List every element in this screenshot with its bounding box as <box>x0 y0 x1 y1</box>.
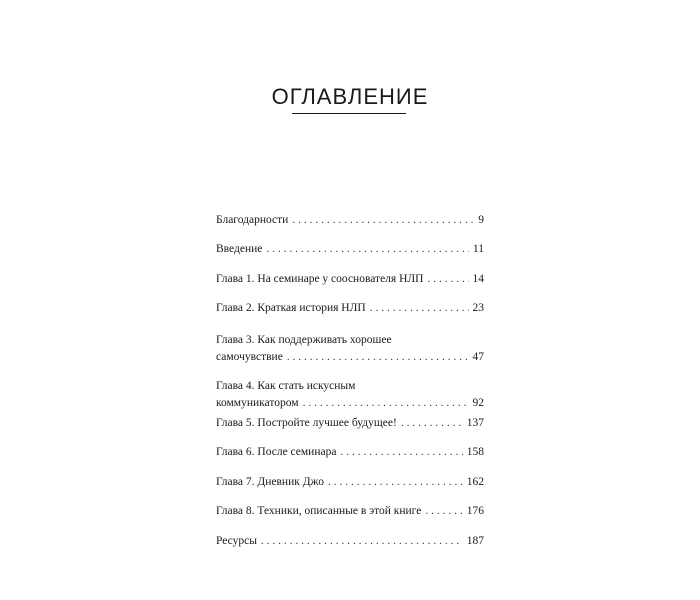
title-underline <box>292 113 406 114</box>
dot-leader <box>401 415 463 432</box>
toc-entry-chapter-3[interactable] <box>216 332 484 366</box>
toc-entry-chapter-2[interactable] <box>216 300 484 317</box>
toc-entry-title: Глава 7. Дневник Джо <box>216 476 324 488</box>
dot-leader <box>266 241 469 258</box>
toc-entry-title: коммуникатором <box>216 397 299 409</box>
toc-entry-page: 92 <box>472 397 484 409</box>
toc-entry-page: 47 <box>472 351 484 363</box>
toc-entry-title: Глава 6. После семинара <box>216 446 337 458</box>
toc-entry-title: Глава 2. Краткая история НЛП <box>216 302 366 314</box>
toc-entry-page: 14 <box>472 273 484 285</box>
toc-entry-chapter-5[interactable] <box>216 415 484 432</box>
toc-entry-title-line1: Глава 3. Как поддерживать хорошее <box>216 334 392 346</box>
toc-entry-title: Глава 5. Постройте лучшее будущее! <box>216 417 397 429</box>
toc-entry-chapter-6[interactable] <box>216 444 484 461</box>
toc-entry-introduction[interactable] <box>216 241 484 258</box>
dot-leader <box>292 212 474 229</box>
toc-entry-title: Глава 1. На семинаре у сооснователя НЛП <box>216 273 424 285</box>
toc-entry-title-line1: Глава 4. Как стать искусным <box>216 380 356 392</box>
toc-entry-resources[interactable] <box>216 533 484 550</box>
toc-entry-title: Глава 8. Техники, описанные в этой книге <box>216 505 422 517</box>
toc-entry-page: 162 <box>466 476 484 488</box>
page-title: ОГЛАВЛЕНИЕ <box>271 84 429 109</box>
toc-entry-chapter-8[interactable] <box>216 503 484 520</box>
toc-entry-title: Благодарности <box>216 214 289 226</box>
dot-leader <box>340 444 462 461</box>
dot-leader <box>303 395 469 412</box>
dot-leader <box>328 474 463 491</box>
toc-entry-page: 158 <box>466 446 484 458</box>
toc-entry-chapter-1[interactable] <box>216 271 484 288</box>
toc-entry-page: 11 <box>472 243 484 255</box>
toc-entry-chapter-4[interactable] <box>216 378 484 412</box>
dot-leader <box>261 533 463 550</box>
toc-entry-acknowledgements[interactable] <box>216 212 484 229</box>
toc-entry-page: 23 <box>472 302 484 314</box>
toc-entry-page: 187 <box>466 535 484 547</box>
dot-leader <box>287 349 469 366</box>
dot-leader <box>425 503 462 520</box>
toc-entry-title: Введение <box>216 243 263 255</box>
toc-entry-chapter-7[interactable] <box>216 474 484 491</box>
toc-entry-page: 176 <box>466 505 484 517</box>
toc-entry-page: 9 <box>478 214 484 226</box>
dot-leader <box>370 300 469 317</box>
toc-entry-title: самочувствие <box>216 351 283 363</box>
toc-entry-title: Ресурсы <box>216 535 257 547</box>
toc-entry-page: 137 <box>466 417 484 429</box>
dot-leader <box>428 271 469 288</box>
